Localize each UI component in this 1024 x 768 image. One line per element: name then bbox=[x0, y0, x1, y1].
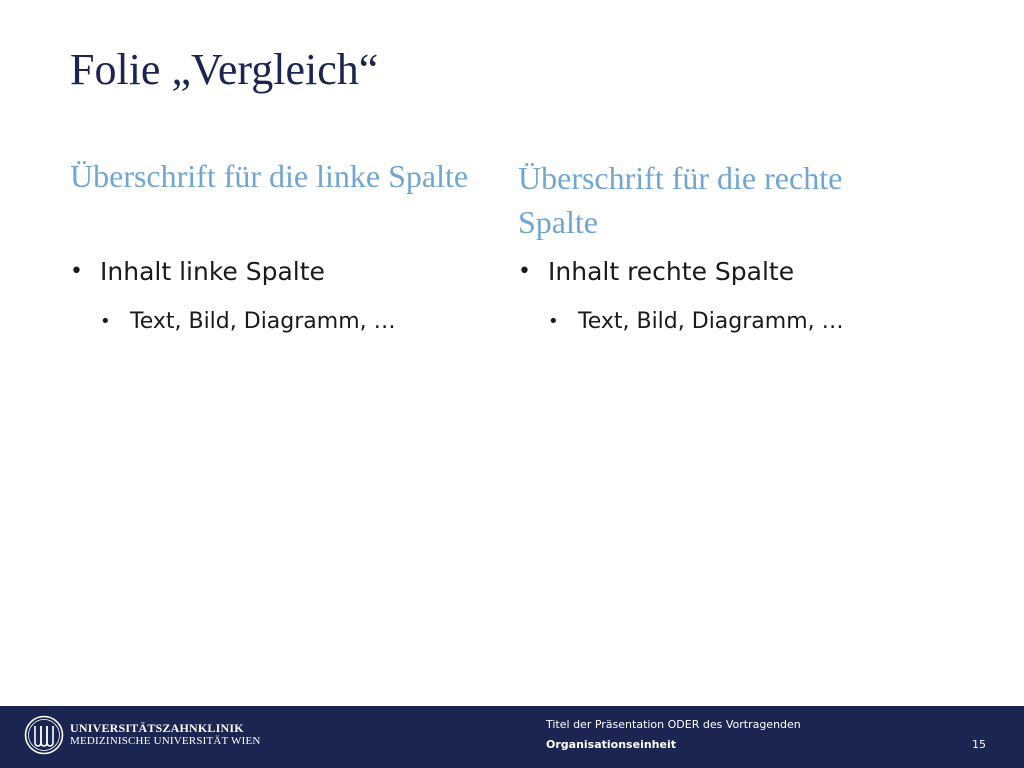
page-number: 15 bbox=[972, 738, 986, 751]
left-bullet-level2 bbox=[70, 304, 470, 340]
right-column bbox=[518, 156, 918, 340]
right-bullet-level2 bbox=[518, 304, 918, 340]
footer-presentation-title: Titel der Präsentation ODER des Vortragenden bbox=[546, 718, 801, 731]
university-logo-icon bbox=[24, 715, 64, 755]
logo-line1: UNIVERSITÄTSZAHNKLINIK bbox=[70, 721, 244, 735]
left-bullet-level1-text: Inhalt linke Spalte bbox=[100, 257, 325, 286]
footer-organisation: Organisationseinheit bbox=[546, 738, 676, 751]
logo-wordmark bbox=[70, 722, 261, 748]
bullet-icon: • bbox=[548, 311, 559, 332]
left-column bbox=[70, 156, 470, 340]
left-bullet-level2-text: Text, Bild, Diagramm, … bbox=[130, 309, 396, 334]
logo-line2: MEDIZINISCHE UNIVERSITÄT WIEN bbox=[70, 735, 261, 747]
right-bullet-level1 bbox=[518, 252, 918, 292]
slide-title: Folie „Vergleich“ bbox=[70, 45, 379, 94]
right-column-heading: Überschrift für die rechte Spalte bbox=[518, 160, 843, 240]
bullet-icon: • bbox=[518, 259, 531, 284]
footer-bar bbox=[0, 706, 1024, 768]
right-bullet-level2-text: Text, Bild, Diagramm, … bbox=[578, 309, 844, 334]
bullet-icon: • bbox=[70, 259, 83, 284]
left-bullet-level1 bbox=[70, 252, 470, 292]
left-column-heading: Überschrift für die linke Spalte bbox=[70, 158, 469, 194]
right-bullet-level1-text: Inhalt rechte Spalte bbox=[548, 257, 795, 286]
bullet-icon: • bbox=[100, 311, 111, 332]
